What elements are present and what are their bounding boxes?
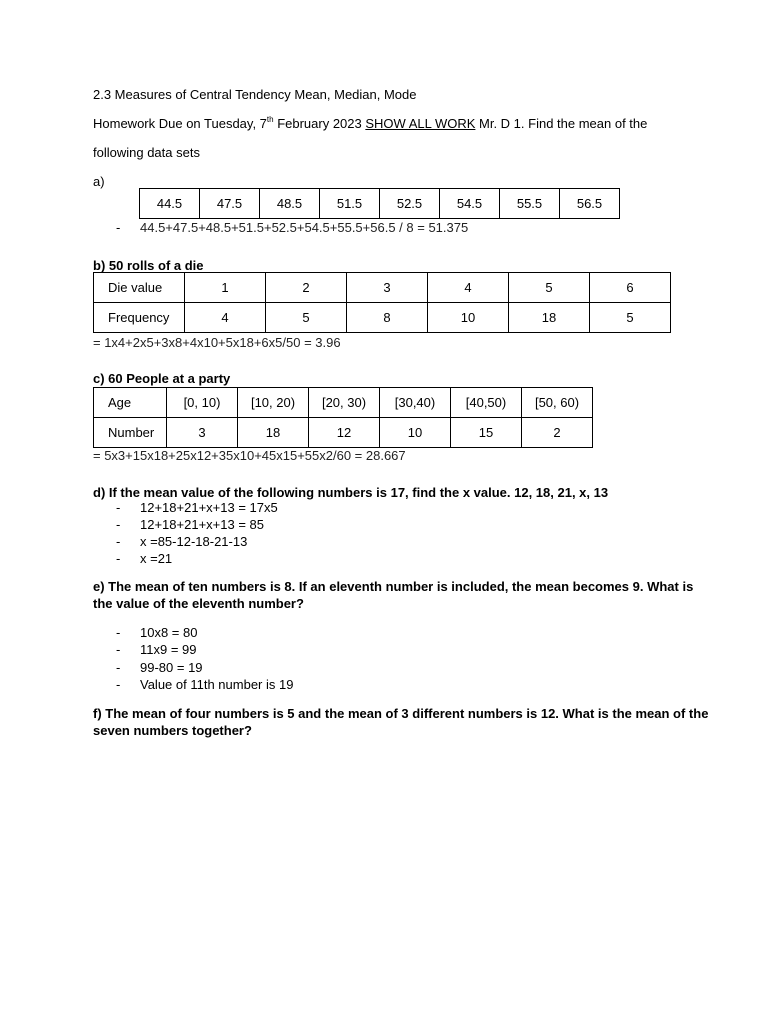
list-item (116, 517, 416, 533)
list-item (116, 660, 416, 676)
row-header: Frequency (94, 303, 185, 333)
part-c-table (93, 387, 593, 448)
table-cell: 55.5 (500, 189, 560, 219)
table-cell: 15 (451, 418, 522, 448)
dash-bullet: - (116, 660, 121, 675)
table-cell: 8 (347, 303, 428, 333)
list-item (116, 625, 416, 641)
table-cell: 4 (185, 303, 266, 333)
part-e-question-line-2: the value of the eleventh number? (93, 596, 304, 611)
step-text: 12+18+21+x+13 = 17x5 (140, 500, 278, 515)
row-header: Die value (94, 273, 185, 303)
table-cell: 10 (428, 303, 509, 333)
list-item (116, 677, 416, 693)
dash-bullet: - (116, 642, 121, 657)
table-cell: 52.5 (380, 189, 440, 219)
show-all-work: SHOW ALL WORK (365, 116, 476, 131)
table-cell: 4 (428, 273, 509, 303)
table-cell: 12 (309, 418, 380, 448)
table-cell: 1 (185, 273, 266, 303)
list-item (116, 642, 416, 658)
part-b-work: = 1x4+2x5+3x8+4x10+5x18+6x5/50 = 3.96 (93, 335, 341, 350)
table-cell: 5 (266, 303, 347, 333)
table-cell: 5 (509, 273, 590, 303)
dash-bullet: - (116, 625, 121, 640)
dash-bullet: - (116, 220, 121, 235)
dash-bullet: - (116, 500, 121, 515)
list-item (116, 534, 416, 550)
table-row (94, 303, 671, 333)
table-cell: 2 (522, 418, 593, 448)
step-text: 10x8 = 80 (140, 625, 198, 640)
table-cell: 56.5 (560, 189, 620, 219)
step-text: 11x9 = 99 (140, 642, 197, 657)
part-b-table (93, 272, 671, 333)
dash-bullet: - (116, 677, 121, 692)
step-text: x =21 (140, 551, 173, 566)
part-a-work-item (116, 220, 516, 236)
part-a-table (139, 188, 620, 219)
step-text: 12+18+21+x+13 = 85 (140, 517, 264, 532)
part-e-question-line-1: e) The mean of ten numbers is 8. If an eleventh number is included, the mean becomes 9. What is (93, 579, 694, 594)
table-cell: [0, 10) (167, 388, 238, 418)
table-cell: 3 (167, 418, 238, 448)
homework-superscript: th (266, 115, 274, 124)
table-cell: 10 (380, 418, 451, 448)
table-cell: 5 (590, 303, 671, 333)
table-cell: 18 (238, 418, 309, 448)
row-header: Age (94, 388, 167, 418)
step-text: Value of 11th number is 19 (140, 677, 294, 692)
table-cell: [50, 60) (522, 388, 593, 418)
row-header: Number (94, 418, 167, 448)
part-c-work: = 5x3+15x18+25x12+35x10+45x15+55x2/60 = 28.667 (93, 448, 406, 463)
table-cell: 3 (347, 273, 428, 303)
part-b-label: b) 50 rolls of a die (93, 258, 204, 273)
homework-line-2: following data sets (93, 145, 200, 160)
table-cell: 2 (266, 273, 347, 303)
table-row (94, 418, 593, 448)
table-cell: 6 (590, 273, 671, 303)
table-cell: [20, 30) (309, 388, 380, 418)
list-item (116, 500, 416, 516)
part-c-label: c) 60 People at a party (93, 371, 231, 386)
part-a-label: a) (93, 174, 105, 189)
page-title: 2.3 Measures of Central Tendency Mean, Median, Mode (93, 87, 417, 102)
table-row (94, 273, 671, 303)
step-text: 99-80 = 19 (140, 660, 203, 675)
dash-bullet: - (116, 534, 121, 549)
homework-date-rest: February 2023 (273, 116, 366, 131)
table-cell: 48.5 (260, 189, 320, 219)
part-a-work: 44.5+47.5+48.5+51.5+52.5+54.5+55.5+56.5 / 8 = 51.375 (140, 220, 469, 235)
part-f-question-line-1: f) The mean of four numbers is 5 and the mean of 3 different numbers is 12. What is the mean of the (93, 706, 709, 721)
homework-suffix: Mr. D 1. Find the mean of the (475, 116, 648, 131)
list-item (116, 551, 416, 567)
dash-bullet: - (116, 517, 121, 532)
table-cell: 47.5 (200, 189, 260, 219)
part-f-question-line-2: seven numbers together? (93, 723, 252, 738)
homework-prefix: Homework Due on Tuesday, 7 (93, 116, 267, 131)
dash-bullet: - (116, 551, 121, 566)
table-cell: 44.5 (140, 189, 200, 219)
table-cell: [30,40) (380, 388, 451, 418)
step-text: x =85-12-18-21-13 (140, 534, 248, 549)
table-cell: 51.5 (320, 189, 380, 219)
table-cell: [40,50) (451, 388, 522, 418)
table-row (140, 189, 620, 219)
homework-line (93, 116, 647, 131)
table-row (94, 388, 593, 418)
table-cell: 54.5 (440, 189, 500, 219)
table-cell: [10, 20) (238, 388, 309, 418)
part-d-question: d) If the mean value of the following numbers is 17, find the x value. 12, 18, 21, x, 13 (93, 485, 609, 500)
table-cell: 18 (509, 303, 590, 333)
